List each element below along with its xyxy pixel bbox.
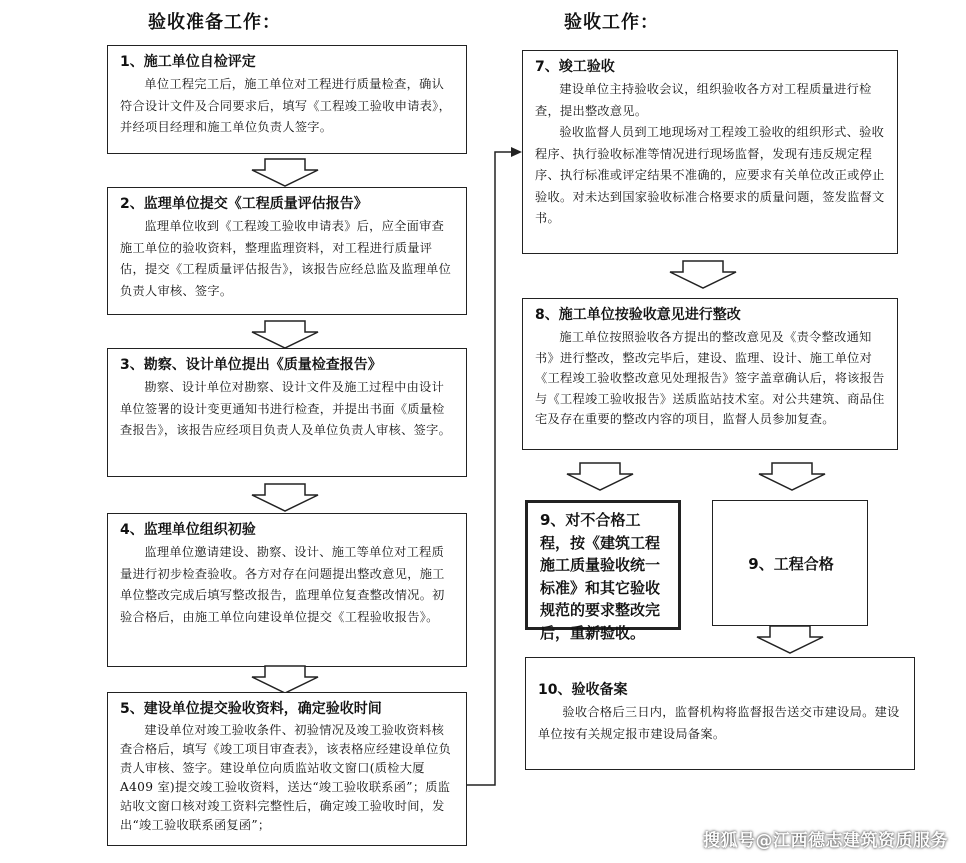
step-7-text-2: 验收监督人员到工地现场对工程竣工验收的组织形式、验收程序、执行验收标准等情况进行现场监督，发现有违反规定程序、执行标准或评定结果不准确的，应要求有关单位改正或停止验收。对未达到国家验收标准合格要求的质量问题，签发监督文书。 — [535, 125, 885, 225]
step-7-title: 7、竣工验收 — [535, 59, 615, 75]
down-arrow-icon — [250, 665, 320, 695]
left-section-title: 验收准备工作： — [148, 12, 281, 33]
step-1-text: 单位工程完工后，施工单位对工程进行质量检查，确认符合设计文件及合同要求后，填写《工程竣工验收申请表》，并经项目经理和施工单位负责人签字。 — [120, 77, 452, 134]
right-section-title: 验收工作： — [564, 12, 659, 33]
step-10-text: 验收合格后三日内，监督机构将监督报告送交市建设局。建设单位按有关规定报市建设局备案。 — [538, 705, 900, 741]
step-8-text: 施工单位按照验收各方提出的整改意见及《责令整改通知书》进行整改，整改完毕后，建设、监理、设计、施工单位对《工程竣工验收整改意见处理报告》签字盖章确认后，将该报告与《工程竣工验收报告》送质监站技术室。对公共建筑、商品住宅及存在重要的整改内容的项目，监督人员参加复查。 — [535, 330, 885, 426]
step-2-box — [107, 187, 467, 315]
down-arrow-icon — [757, 462, 827, 492]
step-1-box — [107, 45, 467, 154]
step-9-pass-box — [712, 500, 868, 626]
step-5-text: 建设单位对竣工验收条件、初验情况及竣工验收资料核查合格后，填写《竣工项目审查表》，该表格应经建设单位负责人审核、签字。建设单位向质监站收文窗口(质检大厦 A409 室)提交竣工验收资料，送达“竣工验收联系函”；质监站收文窗口核对竣工资料完整性后，确定竣工验收时间，发出“竣工验收联系函复函”； — [120, 723, 452, 832]
watermark: 搜狐号@江西德志建筑资质服务 — [703, 831, 948, 851]
step-4-title: 4、监理单位组织初验 — [120, 522, 256, 538]
step-2-text: 监理单位收到《工程竣工验收申请表》后，应全面审查施工单位的验收资料，整理监理资料，对工程进行质量评估，提交《工程质量评估报告》，该报告应经总监及监理单位负责人审核、签字。 — [120, 219, 452, 298]
step-4-text: 监理单位邀请建设、勘察、设计、施工等单位对工程质量进行初步检查验收。各方对存在问题提出整改意见，施工单位整改完成后填写整改报告，监理单位复查整改情况。初验合格后，由施工单位向建设单位提交《工程验收报告》。 — [120, 545, 445, 624]
step-3-text: 勘察、设计单位对勘察、设计文件及施工过程中由设计单位签署的设计变更通知书进行检查，并提出书面《质量检查报告》，该报告应经项目负责人及单位负责人审核、签字。 — [120, 380, 452, 437]
step-9-fail-box — [525, 500, 681, 642]
step-1-title: 1、施工单位自检评定 — [120, 54, 256, 70]
step-9-fail-text: 9、对不合格工程，按《建筑工程施工质量验收统一标准》和其它验收规范的要求整改完后，重新验收。 — [540, 511, 661, 642]
down-arrow-icon — [668, 260, 738, 290]
down-arrow-icon — [250, 158, 320, 188]
down-arrow-icon — [565, 462, 635, 492]
step-8-box — [522, 298, 898, 450]
down-arrow-icon — [250, 320, 320, 350]
step-2-title: 2、监理单位提交《工程质量评估报告》 — [120, 196, 368, 212]
step-9-pass-text: 9、工程合格 — [748, 554, 834, 573]
step-7-text-1: 建设单位主持验收会议，组织验收各方对工程质量进行检查，提出整改意见。 — [535, 82, 872, 118]
step-3-title: 3、勘察、设计单位提出《质量检查报告》 — [120, 357, 382, 373]
down-arrow-icon — [755, 625, 825, 655]
step-5-box — [107, 692, 467, 846]
down-arrow-icon — [250, 483, 320, 513]
step-5-title: 5、建设单位提交验收资料，确定验收时间 — [120, 701, 382, 717]
step-7-box — [522, 50, 898, 254]
step-10-box — [525, 657, 915, 770]
step-3-box — [107, 348, 467, 477]
step-10-title: 10、验收备案 — [538, 682, 628, 698]
step-4-box — [107, 513, 467, 667]
step-8-title: 8、施工单位按验收意见进行整改 — [535, 307, 741, 323]
